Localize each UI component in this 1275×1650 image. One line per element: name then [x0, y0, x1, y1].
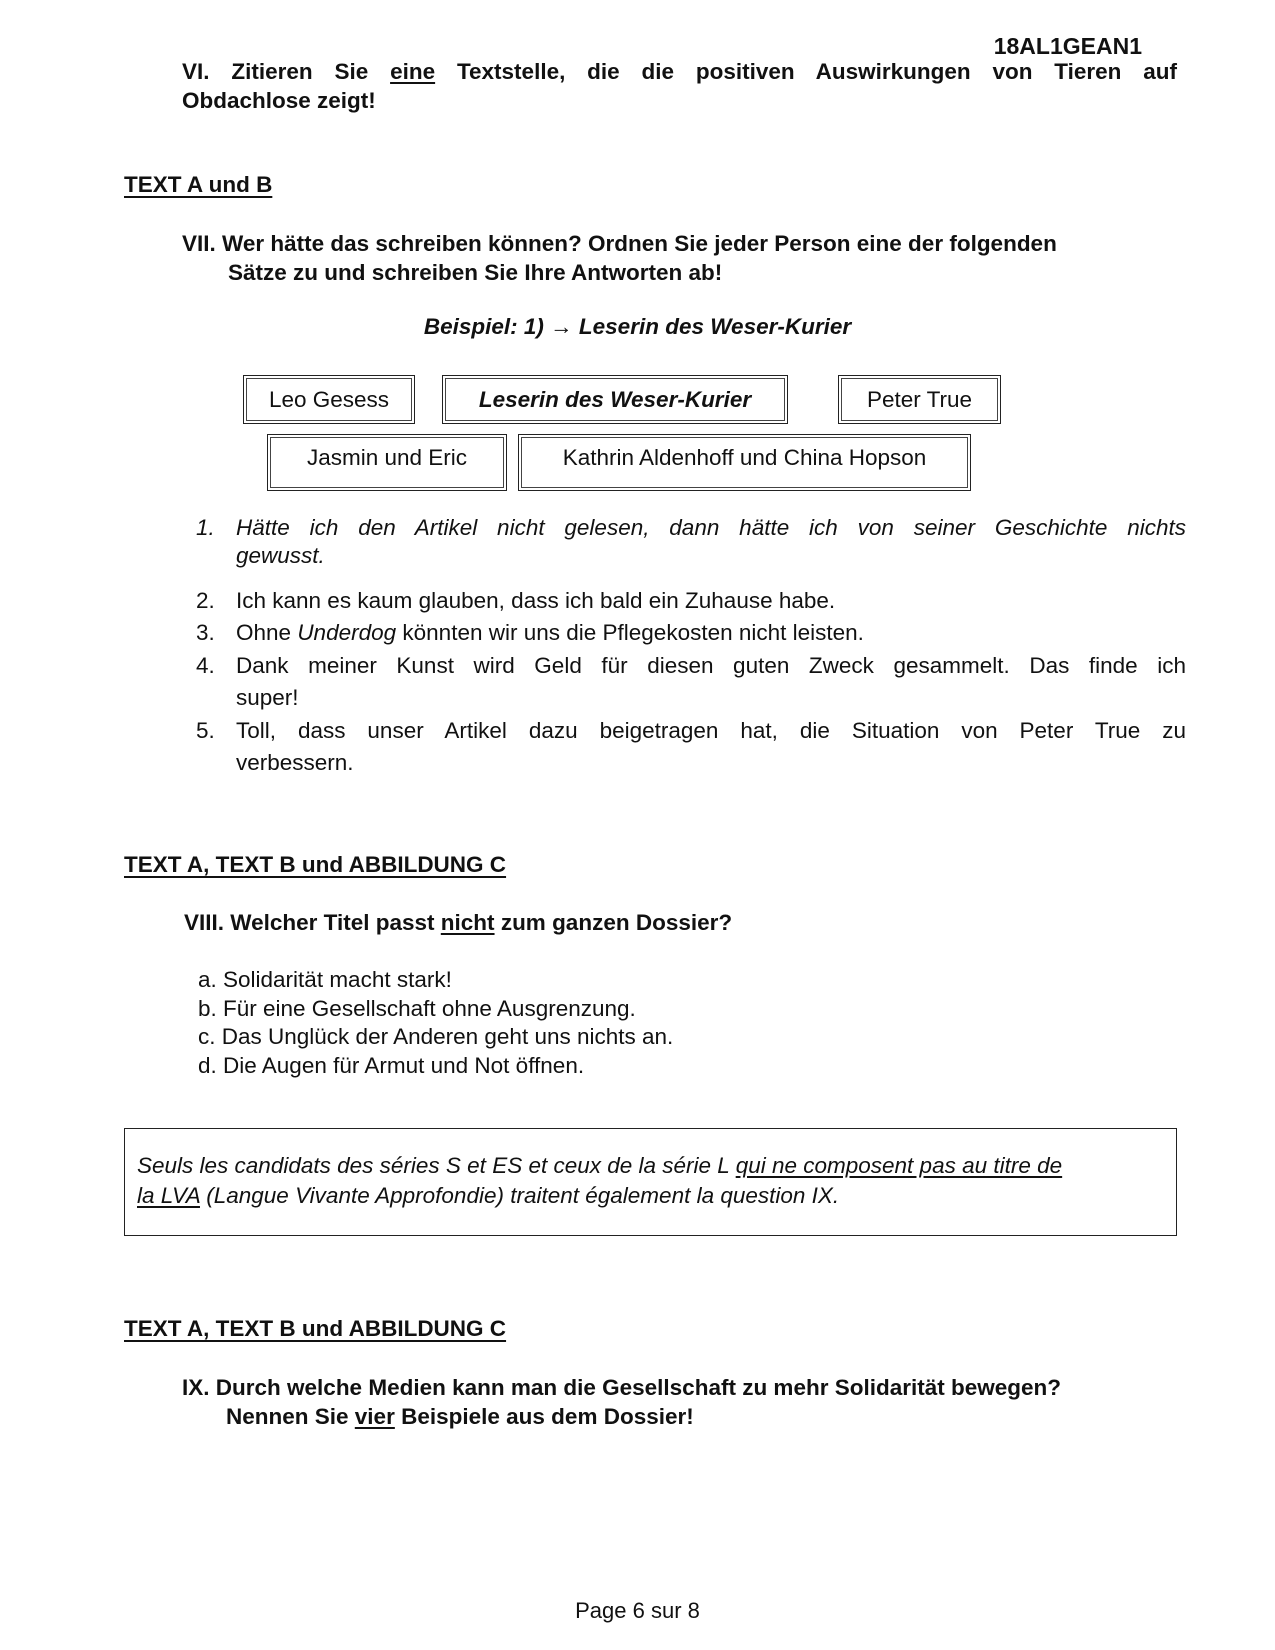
list-item-text-continued: verbessern.: [236, 750, 354, 775]
section-heading-text-a-b-abbildung-c: TEXT A, TEXT B und ABBILDUNG C: [124, 852, 507, 877]
question-9-line-2-start: Nennen Sie: [226, 1404, 349, 1429]
option-a: a. Solidarität macht stark!: [198, 967, 452, 992]
option-b: b. Für eine Gesellschaft ohne Ausgrenzung.: [198, 996, 636, 1021]
question-6-text-start: Zitieren Sie: [231, 59, 369, 84]
question-7: [182, 229, 1177, 287]
question-6: [182, 57, 1177, 115]
section-heading-text-a-b: TEXT A und B: [124, 172, 273, 197]
list-item-text: Dank meiner Kunst wird Geld für diesen guten Zweck gesammelt. Das finde ich: [236, 653, 1186, 678]
list-item-text: Toll, dass unser Artikel dazu beigetragen hat, die Situation von Peter True zu: [236, 718, 1186, 743]
question-6-line-2: Obdachlose zeigt!: [182, 88, 376, 113]
question-7-line-1: Wer hätte das schreiben können? Ordnen Sie jeder Person eine der folgenden: [222, 231, 1057, 256]
name-box-leo-gesess: Leo Gesess: [243, 375, 415, 424]
list-item-italic-name: Underdog: [297, 620, 397, 645]
list-item-text: Ich kann es kaum glauben, dass ich bald ein Zuhause habe.: [236, 588, 836, 613]
question-8-text-end: zum ganzen Dossier?: [500, 910, 733, 935]
example-line: Beispiel: 1) → Leserin des Weser-Kurier: [423, 314, 852, 339]
notice-text-start: Seuls les candidats des séries S et ES et ceux de la série L: [137, 1153, 730, 1178]
notice-underlined-1: qui ne composent pas au titre de: [735, 1153, 1063, 1178]
list-item-number: 5.: [196, 718, 215, 743]
notice-underlined-2: la LVA: [137, 1183, 200, 1208]
option-c: c. Das Unglück der Anderen geht uns nichts an.: [198, 1024, 674, 1049]
question-8-underlined-word: nicht: [440, 910, 495, 935]
list-item-number: 1.: [196, 515, 215, 540]
section-heading-text-a-b-abbildung-c-2: TEXT A, TEXT B und ABBILDUNG C: [124, 1316, 507, 1341]
question-6-text-end: Textstelle, die die positiven Auswirkungen von Tieren auf: [456, 59, 1177, 84]
page-number: Page 6 sur 8: [575, 1598, 700, 1623]
list-item-number: 4.: [196, 653, 215, 678]
list-item: [196, 585, 1186, 617]
question-6-underlined-word: eine: [390, 59, 436, 84]
question-8-number: VIII.: [184, 910, 225, 935]
option-d: d. Die Augen für Armut und Not öffnen.: [198, 1053, 585, 1078]
list-item-text-continued: gewusst.: [236, 543, 325, 568]
document-code: 18AL1GEAN1: [993, 33, 1142, 59]
name-box-leserin-weser-kurier: Leserin des Weser-Kurier: [442, 375, 788, 424]
name-box-aldenhoff-hopson: Kathrin Aldenhoff und China Hopson: [518, 434, 971, 491]
question-9: [182, 1373, 1182, 1431]
question-9-line-2-end: Beispiele aus dem Dossier!: [401, 1404, 694, 1429]
question-9-number: IX.: [182, 1375, 210, 1400]
list-item-text-end: könnten wir uns die Pflegekosten nicht leisten.: [402, 620, 864, 645]
question-7-line-2: Sätze zu und schreiben Sie Ihre Antworten ab!: [228, 260, 723, 285]
question-7-number: VII.: [182, 231, 216, 256]
name-box-peter-true: Peter True: [838, 375, 1001, 424]
notice-text-end: (Langue Vivante Approfondie) traitent également la question IX.: [206, 1183, 840, 1208]
list-item-number: 3.: [196, 620, 215, 645]
list-item-text: Hätte ich den Artikel nicht gelesen, dann hätte ich von seiner Geschichte nichts: [236, 515, 1186, 540]
question-8-text-start: Welcher Titel passt: [230, 910, 435, 935]
candidate-notice-box: [124, 1128, 1177, 1236]
list-item: [196, 512, 1186, 572]
list-item: [196, 650, 1186, 714]
question-9-underlined-word: vier: [354, 1404, 395, 1429]
list-item: [196, 715, 1186, 779]
list-item-text-start: Ohne: [236, 620, 292, 645]
list-item-text-continued: super!: [236, 685, 299, 710]
question-8: [184, 910, 732, 936]
name-box-jasmin-und-eric: Jasmin und Eric: [267, 434, 507, 491]
question-6-number: VI.: [182, 59, 210, 84]
question-9-line-1: Durch welche Medien kann man die Gesellschaft zu mehr Solidarität bewegen?: [215, 1375, 1061, 1400]
list-item: [196, 617, 1186, 649]
list-item-number: 2.: [196, 588, 215, 613]
